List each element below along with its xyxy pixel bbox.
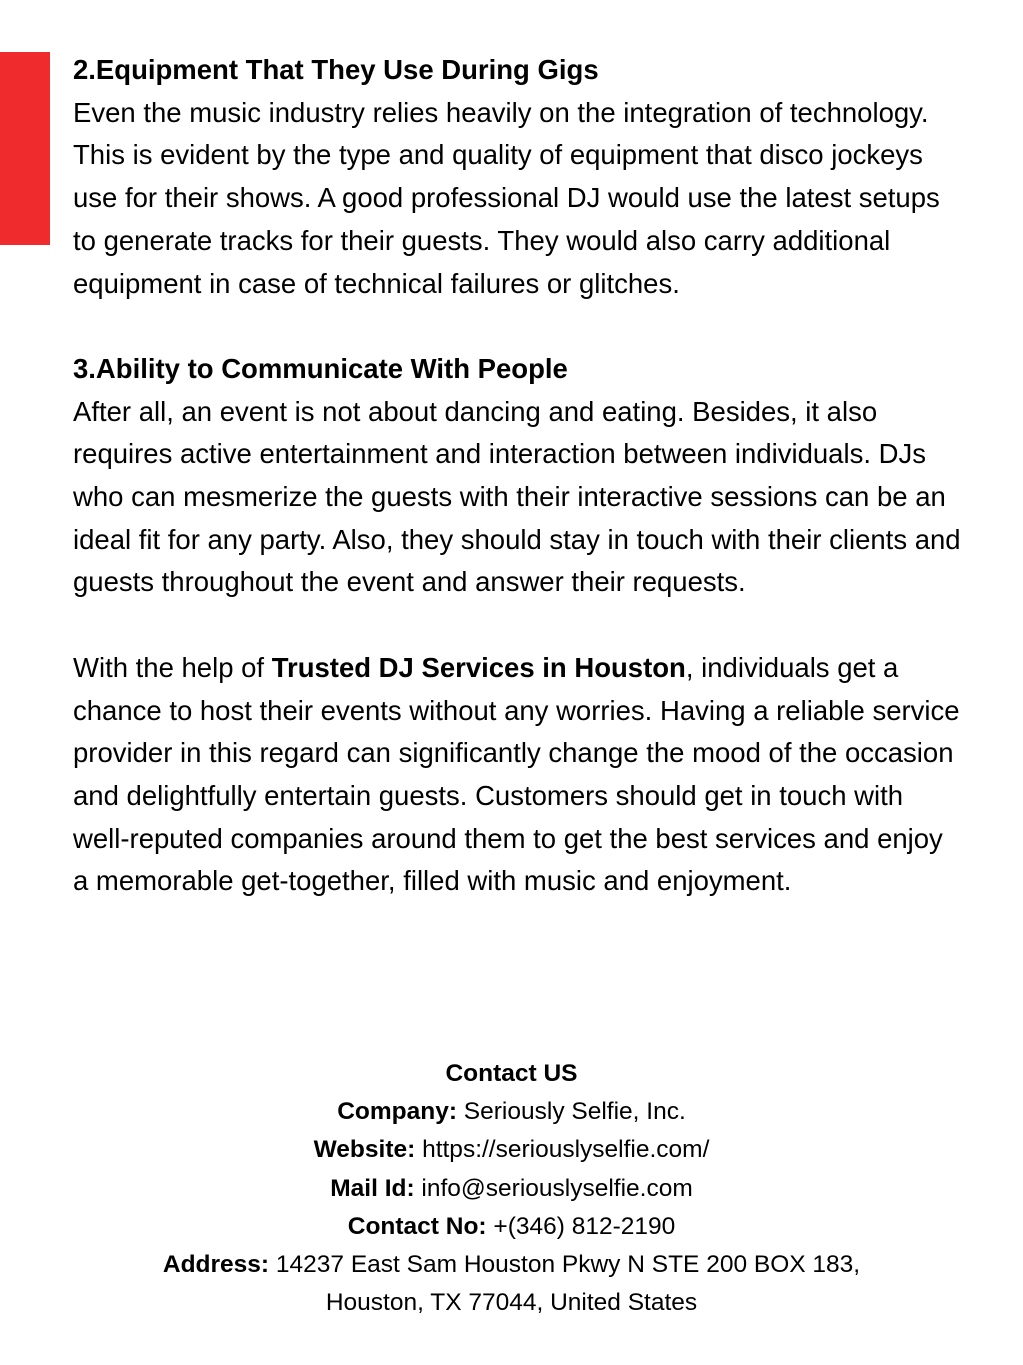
contact-title: Contact US	[445, 1060, 578, 1087]
mail-label: Mail Id:	[330, 1174, 415, 1202]
company-value: Seriously Selfie, Inc.	[457, 1098, 686, 1126]
section-heading: 3.Ability to Communicate With People	[73, 352, 568, 384]
article-content	[73, 49, 963, 903]
contact-mail-row	[0, 1170, 1023, 1208]
website-value[interactable]: https://seriouslyselfie.com/	[415, 1136, 710, 1164]
contact-phone-row	[0, 1208, 1023, 1246]
contact-address-row-2: Houston, TX 77044, United States	[325, 1289, 698, 1317]
closing-highlight: Trusted DJ Services in Houston	[271, 651, 686, 683]
section-heading: 2.Equipment That They Use During Gigs	[73, 54, 599, 85]
section-equipment	[73, 49, 963, 305]
address-label: Address:	[162, 1251, 270, 1279]
red-accent-bar	[0, 52, 50, 245]
address-line-1: 14237 East Sam Houston Pkwy N STE 200 BOX 183,	[269, 1251, 861, 1279]
closing-paragraph	[73, 647, 963, 903]
contact-website-row	[0, 1131, 1023, 1169]
phone-label: Contact No:	[347, 1212, 487, 1240]
contact-address-row	[0, 1246, 1023, 1284]
company-label: Company:	[337, 1098, 457, 1126]
mail-value[interactable]: info@seriouslyselfie.com	[414, 1174, 693, 1202]
closing-prefix: With the help of	[73, 651, 272, 683]
section-body: Even the music industry relies heavily on the integration of technology. This is evident by the type and quality of equipment that disco jockeys use for their shows. A good professional DJ would use the latest setups to generate tracks for their guests. They would also carry additional equipment in case of technical failures or glitches.	[73, 96, 940, 299]
closing-suffix: , individuals get a chance to host their events without any worries. Having a reliable service provider in this regard can significantly change the mood of the occasion and delightfully entertain guests. Customers should get in touch with well-reputed companies around them to get the best services and enjoy a memorable get-together, filled with music and enjoyment.	[73, 651, 960, 897]
website-label: Website:	[313, 1136, 416, 1164]
contact-company-row	[0, 1093, 1023, 1131]
section-body: After all, an event is not about dancing and eating. Besides, it also requires active entertainment and interaction between individuals. DJs who can mesmerize the guests with their interactive sessions can be an ideal fit for any party. Also, they should stay in touch with their clients and guests throughout the event and answer their requests.	[73, 395, 961, 598]
contact-block	[0, 1055, 1023, 1322]
section-communication	[73, 348, 963, 604]
phone-value: +(346) 812-2190	[486, 1212, 676, 1240]
